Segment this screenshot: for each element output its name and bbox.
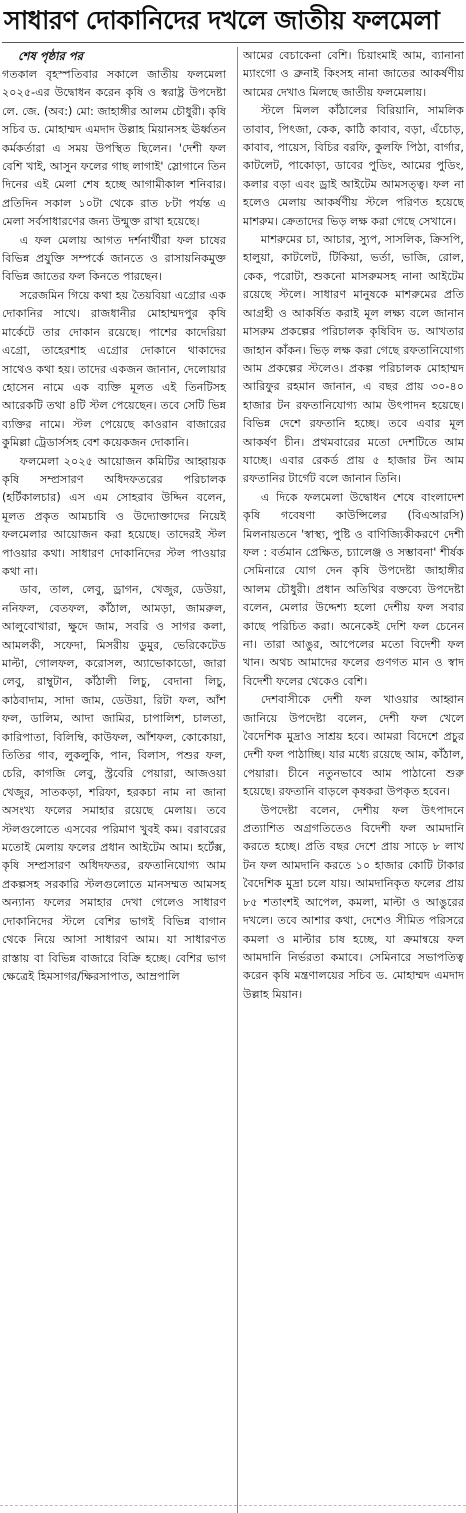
paragraph: এ ফল মেলায় আগত দর্শনার্থীরা ফল চাষের বিভিন্ন প্রযুক্তি সম্পর্কে জানতে ও রাসায়নিকমুক্ত বিভিন্ন জাতের ফল কিনতে পারছেন। (2, 233, 226, 284)
right-column (237, 47, 464, 1513)
paragraph: সরেজমিন গিয়ে কথা হয় তৈয়বিয়া এগ্রোর এক দোকানির সাথে। রাজধানীর মোহাম্মদপুর কৃষি মার্কেটে তার দোকান রয়েছে। পাশের কাদেরিয়া এগ্রো, তাহেরশাহ এগ্রোর দোকানে থাকাদের সাথেও কথা হয়। তাদের একজন জানান, দেলোয়ার হোসেন নামে এক ব্যক্তি মূলত এই তিনটিসহ আরেকটি তথা ৪টি স্টল পেয়েছেন। তবে সেটি ভিন্ন ব্যক্তির নামে। স্টল পেয়েছে কাওরান বাজারের কুমিল্লা ট্রেডার্সসহ বেশ কয়েকজন দোকানি। (2, 288, 226, 450)
paragraph: আমের বেচাকেনা বেশি। চিয়াংমাই আম, ব্যানানা ম্যাংগো ও ব্রুনাই কিংসহ নানা জাতের আকর্ষণীয় আমের দেখাও মিলছে জাতীয় ফলমেলায়। (243, 49, 464, 99)
paragraph: এ দিকে ফলমেলা উদ্বোধন শেষে বাংলাদেশ কৃষি গবেষণা কাউন্সিলের (বিএআরসি) মিলনায়তনে 'স্বাস্থ্য, পুষ্টি ও বাণিজ্যিকীকরণে দেশী ফল : বর্তমান প্রেক্ষিত, চ্যালেঞ্জ ও সম্ভাবনা' শীর্ষক সেমিনারে যোগ দেন কৃষি উপদেষ্টা জাহাঙ্গীর আলম চৌধুরী। প্রধান অতিথির বক্তব্যে উপদেষ্টা বলেন, মেলার উদ্দেশ্য হলো দেশীয় ফল সবার কাছে পরিচিত করা। অনেকেই দেশি ফল চেনেন না। তারা আঙুর, আপেলের মতো বিদেশী ফল খান। অথচ আমাদের ফলের গুণগত মান ও স্বাদ বিদেশী ফলের থেকেও বেশি। (243, 490, 464, 688)
page-bottom-divider (0, 1505, 466, 1510)
paragraph: গতকাল বৃহস্পতিবার সকালে জাতীয় ফলমেলা ২০২৫-এর উদ্বোধন করেন কৃষি ও স্বরাষ্ট্র উপদেষ্টা লে. জে. (অব:) মো: জাহাঙ্গীর আলম চৌধুরী। কৃষি সচিব ড. মোহাম্মদ এমদাদ উল্লাহ মিয়ানসহ ঊর্ধ্বতন কর্মকর্তারা এ সময় উপস্থিত ছিলেন। 'দেশী ফল বেশি খাই, আসুন ফলের গাছ লাগাই' স্লোগানে তিন দিনের এই মেলা শেষ হচ্ছে আগামীকাল শনিবার। প্রতিদিন সকাল ১০টা থেকে রাত ৮টা পর্যন্ত এ মেলা সর্বসাধারণের জন্য উন্মুক্ত রাখা হয়েছে। (2, 68, 226, 229)
paragraph: স্টলে মিলল কাঁঠালের বিরিয়ানি, সামলিক তাবাব, পিৎজা, কেক, কাঠি কাবাব, বড়া, এঁচোড়, কাবাব, পায়েস, বিচির বরফি, কুলফি পিঠা, বার্গার, কাটলেট, পাকোড়া, ডাবের পুডিং, আমের পুডিং, কলার বড়া এবং ড্রাই আইটেম আমসত্ত্ব। ফল না হলেও মেলায় আকর্ষণীয় স্টলে পরিণত হয়েছে মাশরুম। ক্রেতাদের ভিড় লক্ষ করা গেছে সেখানে। (243, 104, 464, 228)
paragraph: ডাব, তাল, লেবু, ড্রাগন, খেজুর, ডেউয়া, ননিফল, বেতফল, কাঁঠাল, আমড়া, জামরুল, আলুবোখারা, ক্ষুদে জাম, সবরি ও সাগর কলা, আমলকী, সফেদা, মিসরীয় ডুমুর, ভেরিকেটেড মাল্টা, গোলফল, করোসল, অ্যাভোকাডো, জারা লেবু, রাম্বুটান, কাঁঠালী লিচু, বেদানা লিচু, কাঠবাদাম, সাদা জাম, ডেউয়া, রিটা ফল, আঁশ ফল, ডালিম, আদা জামির, চাপালিশ, চালতা, কারিপাতা, বিলিম্বি, কাউফল, আঁশফল, কোকোয়া, তিতির গাব, লুকলুকি, পান, বিলাস, পশুর ফল, চেরি, কাগজি লেবু, স্ট্রবেরি পেয়ারা, আজওয়া খেজুর, সাতকড়া, শরিফা, হরকচা নাম না জানা অসংখ্য ফলের সমাহার রয়েছে মেলায়। তবে স্টলগুলোতে এসবের পরিমাণ খুবই কম। বরাবরের মতোই মেলায় ফলের প্রধান আইটেম আম। হর্টেক্স, কৃষি সম্প্রসারণ অধিদফতর, রফতানিযোগ্য আম প্রকল্পসহ সরকারি স্টলগুলোতে মানসম্মত আমসহ অন্যান্য ফলের সমাহার দেখা গেলেও সাধারণ দোকানিদের স্টলে বেশির ভাগই বিভিন্ন বাগান থেকে নিয়ে আসা সাধারণ আম। যা সাধারণত রাস্তায় বা বিভিন্ন বাজারে বিক্রি হচ্ছে। বেশির ভাগ ক্ষেত্রেই হিমসাগর/ক্ষিরসাপাত, আম্রপালি (2, 583, 226, 983)
paragraph: মাশরুমের চা, আচার, স্যুপ, সাসলিক, ক্রিসপি, হালুয়া, কাটলেট, টিকিয়া, ভর্তা, ভাজি, রোল, কেক, পরোটা, শুকনো মাসরুমসহ নানা আইটেম রয়েছে স্টলে। সাধারণ মানুষকে মাশরুমের প্রতি আগ্রহী ও আকর্ষিত করাই মূল লক্ষ্য বলে জানান মাসরুম প্রকল্পের পরিচালক কৃষিবিদ ড. আখতার জাহান কাঁকন। ভিড় লক্ষ করা গেছে রফতানিযোগ্য আম প্রকল্পের স্টলেও। প্রকল্প পরিচালক মোহাম্মদ আরিফুর রহমান জানান, এ বছর প্রায় ৩০-৪০ হাজার টন রফতানিযোগ্য আম উৎপাদন হয়েছে। বিভিন্ন দেশে রফতানি হচ্ছে। তবে এবার মূল আকর্ষণ চীন। প্রথমবারের মতো দেশটিতে আম যাচ্ছে। এবার রেকর্ড প্রায় ৫ হাজার টন আম রফতানির টার্গেট বলে জানান তিনি। (243, 233, 464, 486)
left-column (2, 47, 229, 1513)
article-body (2, 47, 464, 1513)
continued-label: শেষ পৃষ্ঠার পর (18, 49, 83, 63)
paragraph: দেশবাসীকে দেশী ফল খাওয়ার আহ্বান জানিয়ে উপদেষ্টা বলেন, দেশী ফল খেলে বৈদেশিক মুদ্রাও সাশ্রয় হবে। আমরা বিদেশে প্রচুর দেশী ফল পাঠাচ্ছি। যার মধ্যে রয়েছে আম, কাঁঠাল, পেয়ারা। চীনে নতুনভাবে আম পাঠানো শুরু হয়েছে। রফতানি বাড়লে কৃষকরা উপকৃত হবেন। (243, 693, 464, 799)
paragraph: উপদেষ্টা বলেন, দেশীয় ফল উৎপাদনে প্রত্যাশিত অগ্রগতিতেও বিদেশী ফল আমদানি করতে হচ্ছে। প্রতি বছর দেশে প্রায় সাড়ে ৮ লাখ টন ফল আমদানি করতে ১০ হাজার কোটি টাকার বৈদেশিক মুদ্রা চলে যায়। আমদানিকৃত ফলের প্রায় ৮৫ শতাংশই আপেল, কমলা, মাল্টা ও আঙুরের দখলে। তবে আশার কথা, দেশেও সীমিত পরিসরে কমলা ও মাল্টার চাষ হচ্ছে, যা ক্রমান্বয়ে ফল আমদানি নির্ভরতা কমাবে। সেমিনারে সভাপতিত্ব করেন কৃষি মন্ত্রণালয়ের সচিব ড. মোহাম্মদ এমদাদ উল্লাহ মিয়ান। (243, 803, 464, 1001)
paragraph: ফলমেলা ২০২৫ আয়োজন কমিটির আহ্বায়ক কৃষি সম্প্রসারণ অধিদফতরের পরিচালক (হর্টিকালচার) এস এম সোহরাব উদ্দিন বলেন, মূলত প্রকৃত আমচাষি ও উদ্যোক্তাদের নিয়েই ফলমেলার আয়োজন করা হয়েছে। তাদেরই স্টল পাওয়ার কথা। সাধারণ দোকানিদের স্টল পাওয়ার কথা না। (2, 454, 226, 578)
headline: সাধারণ দোকানিদের দখলে জাতীয় ফলমেলা (2, 0, 464, 43)
